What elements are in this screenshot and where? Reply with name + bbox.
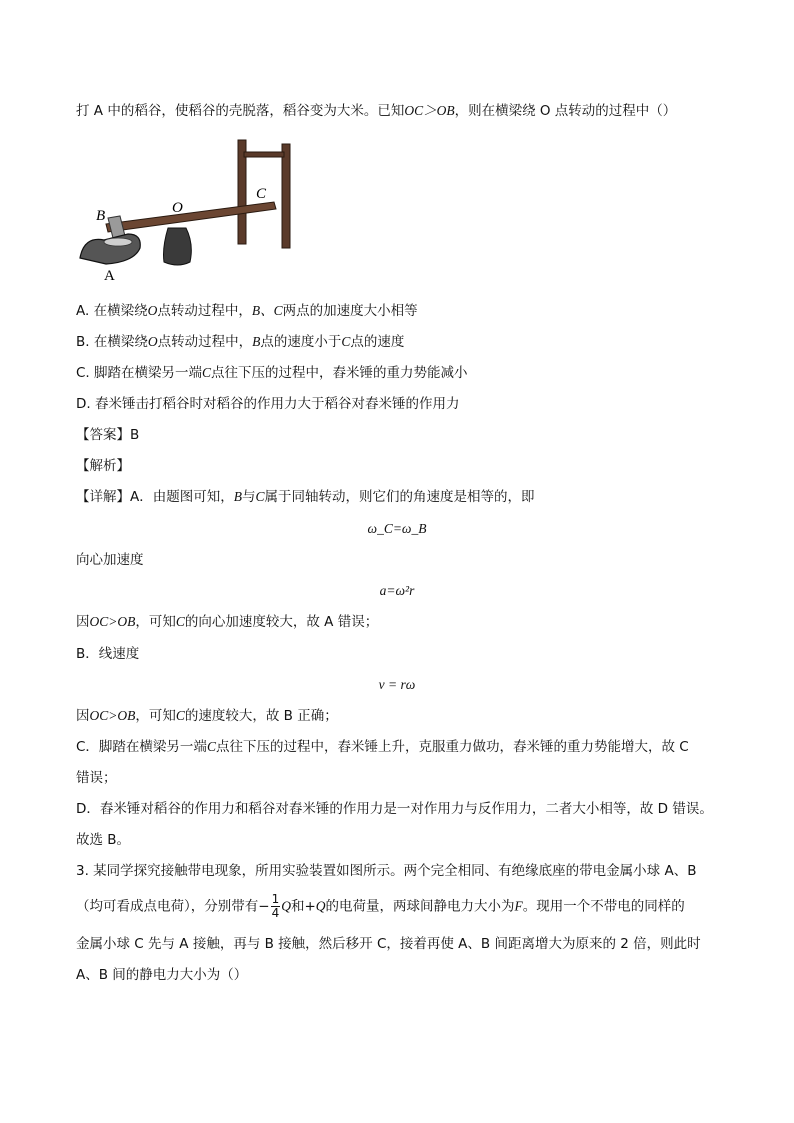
inequality-oc-ob: OC>OB: [89, 708, 136, 723]
detail-line-1: [76, 488, 535, 506]
q3-text: 和+: [290, 898, 316, 915]
var-bc: B、C: [251, 303, 283, 318]
inequality-oc-ob: OC>OB: [89, 614, 136, 629]
q3-line-3: 金属小球 C 先与 A 接触，再与 B 接触，然后移开 C，接着再使 A、B 间距离增大为原来的 2 倍，则此时: [76, 936, 701, 952]
var-c: C: [202, 365, 212, 380]
option-c-text: C. 脚踏在横梁另一端: [76, 365, 203, 381]
inequality-oc-ob: OC＞OB: [404, 103, 455, 118]
label-o: O: [172, 200, 183, 216]
option-a: [76, 302, 418, 320]
rice-pounder-diagram: [76, 136, 306, 286]
label-b: B: [96, 208, 106, 224]
var-b: B: [252, 334, 261, 349]
rice-in-mortar: [104, 238, 132, 246]
fraction-one-quarter: [271, 893, 281, 920]
q3-text: （均可看成点电荷），分别带有−: [76, 898, 270, 915]
var-b: B: [233, 489, 242, 504]
detail-text: 因: [76, 614, 90, 630]
label-a: A: [104, 268, 115, 284]
option-d: D. 舂米锤击打稻谷时对稻谷的作用力大于稻谷对舂米锤的作用力: [76, 396, 460, 412]
pivot-stone: [164, 228, 192, 265]
detail-text: 与: [242, 489, 256, 505]
frame-crossbar: [244, 152, 284, 157]
equation-omega: ω_C=ω_B: [367, 521, 427, 536]
intro-text-end: ，则在横梁绕 O 点转动的过程中（）: [454, 103, 677, 119]
var-c: C: [175, 614, 185, 629]
detail-line-2: 向心加速度: [76, 552, 144, 568]
option-c: [76, 364, 468, 382]
var-f: F: [514, 898, 523, 914]
option-b: [76, 333, 404, 351]
equation-centripetal: a=ω²r: [379, 583, 415, 598]
var-c: C: [341, 334, 351, 349]
lever-beam: [106, 202, 276, 232]
detail-line-5: [76, 707, 338, 725]
detail-line-4: B．线速度: [76, 646, 140, 662]
detail-line-7: 错误；: [76, 770, 117, 786]
detail-text: 因: [76, 708, 90, 724]
var-q: Q: [281, 898, 291, 914]
fraction-numerator: 1: [271, 892, 280, 906]
q3-line-2: [76, 893, 685, 920]
option-b-text: 点转动过程中，: [157, 334, 253, 350]
detail-text: 点往下压的过程中，舂米锤上升，克服重力做功，舂米锤的重力势能增大，故 C: [215, 739, 689, 755]
detail-line-9: 故选 B。: [76, 832, 131, 848]
detail-line-6: [76, 738, 689, 756]
detail-text: 属于同轴转动，则它们的角速度是相等的，即: [264, 489, 535, 505]
question-intro: [76, 102, 676, 120]
var-o: O: [147, 303, 158, 318]
equation-velocity: v = rω: [378, 677, 416, 692]
detail-text: 【详解】A．由题图可知，: [76, 489, 234, 505]
var-c: C: [175, 708, 185, 723]
detail-text: 的速度较大，故 B 正确；: [184, 708, 338, 724]
analysis-heading: 【解析】: [76, 458, 130, 474]
label-c: C: [256, 186, 267, 202]
fraction-denominator: 4: [271, 906, 280, 920]
q3-line-1: 3. 某同学探究接触带电现象，所用实验装置如图所示。两个完全相同、有绝缘底座的带电金属小球 A、B: [76, 863, 697, 879]
detail-text: 的向心加速度较大，故 A 错误；: [184, 614, 379, 630]
var-o: O: [147, 334, 158, 349]
var-c: C: [206, 739, 216, 754]
q3-text: 。现用一个不带电的同样的: [522, 898, 685, 915]
option-b-text: 点的速度小于: [260, 334, 342, 350]
detail-line-3: [76, 613, 378, 631]
var-q: Q: [315, 898, 326, 914]
option-a-text: A. 在横梁绕: [76, 303, 148, 319]
detail-line-8: D．舂米锤对稻谷的作用力和稻谷对舂米锤的作用力是一对作用力与反作用力，二者大小相等，故 D 错误。: [76, 801, 713, 817]
option-b-text: B. 在横梁绕: [76, 334, 148, 350]
option-b-text: 点的速度: [350, 334, 405, 350]
option-c-text: 点往下压的过程中，舂米锤的重力势能减小: [211, 365, 468, 381]
intro-text: 打 A 中的稻谷，使稻谷的壳脱落，稻谷变为大米。已知: [76, 103, 405, 119]
q3-text: 的电荷量，两球间静电力大小为: [325, 898, 515, 915]
var-c: C: [255, 489, 265, 504]
frame-post-right: [282, 144, 290, 248]
detail-text: C．脚踏在横梁另一端: [76, 739, 207, 755]
detail-text: ，可知: [135, 614, 176, 630]
option-a-text: 点转动过程中，: [157, 303, 252, 319]
answer: 【答案】B: [76, 427, 140, 443]
option-a-text: 两点的加速度大小相等: [282, 303, 418, 319]
q3-line-4: A、B 间的静电力大小为（）: [76, 967, 248, 983]
detail-text: ，可知: [135, 708, 176, 724]
